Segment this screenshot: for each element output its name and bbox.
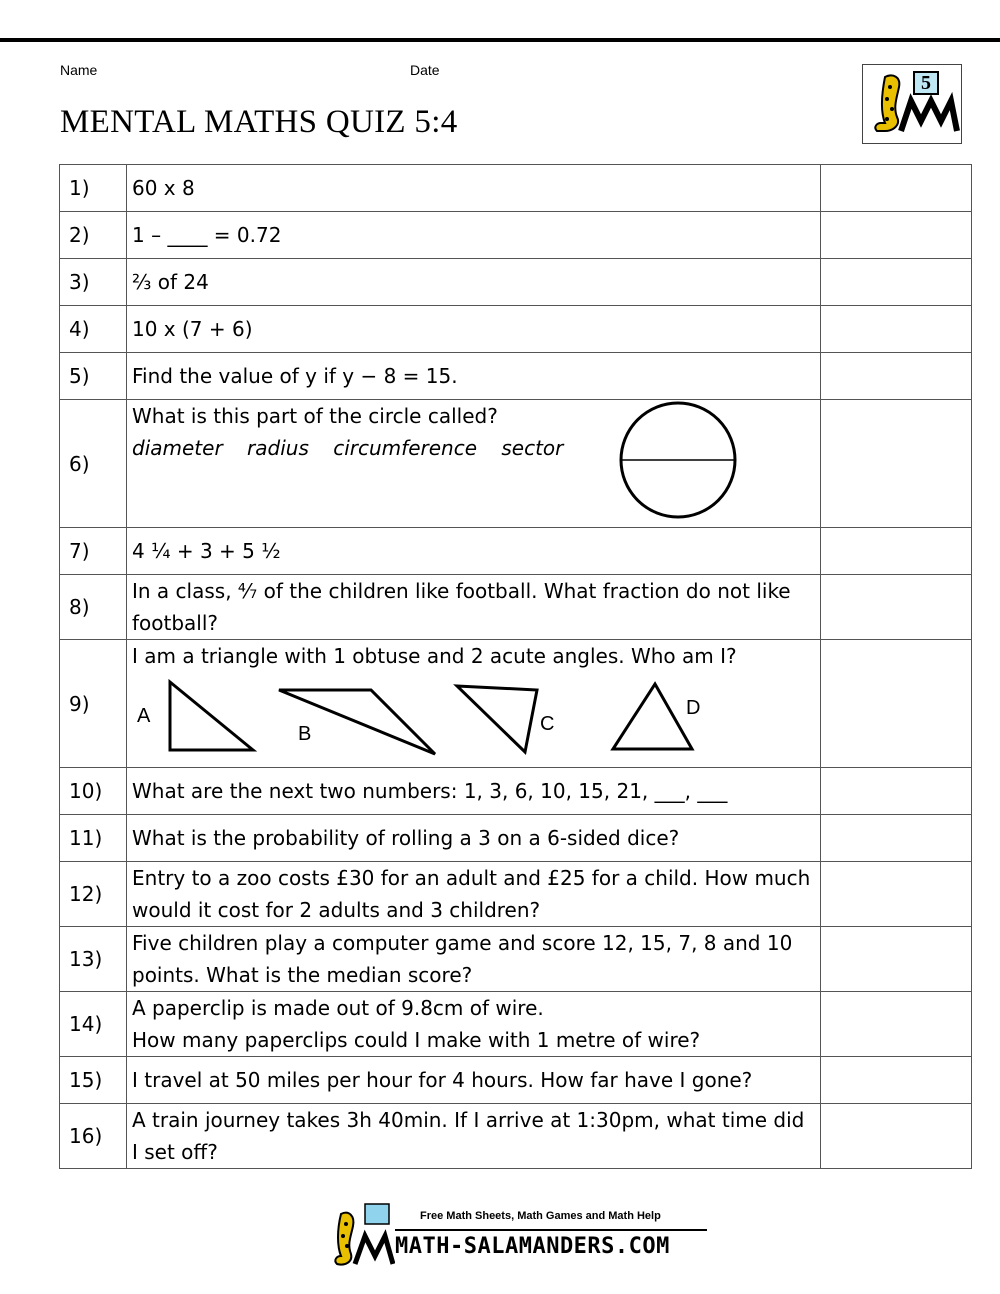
question-number: 5) <box>60 353 127 400</box>
option-list <box>132 432 581 464</box>
question-text: ⅔ of 24 <box>127 259 821 306</box>
answer-box[interactable] <box>821 528 972 575</box>
question-number: 13) <box>60 927 127 992</box>
triangle-icon <box>170 682 253 750</box>
question-number: 6) <box>60 400 127 528</box>
question-cell <box>127 400 821 528</box>
question-text: A train journey takes 3h 40min. If I arrive at 1:30pm, what time did I set off? <box>127 1104 821 1169</box>
question-text-line2: How many paperclips could I make with 1 metre of wire? <box>132 1028 701 1052</box>
question-number: 12) <box>60 862 127 927</box>
answer-box[interactable] <box>821 165 972 212</box>
question-number: 15) <box>60 1057 127 1104</box>
salamander-logo-icon <box>325 1200 395 1270</box>
top-rule <box>0 38 1000 42</box>
question-row <box>60 1057 972 1104</box>
question-number: 10) <box>60 768 127 815</box>
question-cell <box>127 640 821 768</box>
question-text: 4 ¼ + 3 + 5 ½ <box>127 528 821 575</box>
question-text: I am a triangle with 1 obtuse and 2 acute angles. Who am I? <box>132 644 737 668</box>
answer-box[interactable] <box>821 353 972 400</box>
question-text: I travel at 50 miles per hour for 4 hours. How far have I gone? <box>127 1057 821 1104</box>
question-row <box>60 528 972 575</box>
answer-box[interactable] <box>821 575 972 640</box>
answer-box[interactable] <box>821 1057 972 1104</box>
shape-label-d: D <box>686 697 701 719</box>
option-sector: sector <box>501 436 564 460</box>
question-number: 7) <box>60 528 127 575</box>
question-text: 60 x 8 <box>127 165 821 212</box>
question-number: 3) <box>60 259 127 306</box>
shape-label-c: C <box>540 713 555 735</box>
answer-box[interactable] <box>821 1104 972 1169</box>
question-row <box>60 259 972 306</box>
answer-box[interactable] <box>821 400 972 528</box>
shape-label-a: A <box>137 705 151 727</box>
footer-rule <box>395 1229 707 1231</box>
question-number: 8) <box>60 575 127 640</box>
option-radius: radius <box>247 436 309 460</box>
triangle-icon <box>613 684 692 749</box>
salamander-logo-icon <box>863 65 961 143</box>
question-row <box>60 1104 972 1169</box>
question-row <box>60 212 972 259</box>
question-row <box>60 353 972 400</box>
answer-box[interactable] <box>821 815 972 862</box>
question-number: 14) <box>60 992 127 1057</box>
question-text: What is this part of the circle called? <box>132 404 498 428</box>
question-text: Find the value of y if y − 8 = 15. <box>127 353 821 400</box>
circle-diagram-icon <box>618 400 742 524</box>
question-number: 4) <box>60 306 127 353</box>
question-row <box>60 862 972 927</box>
answer-box[interactable] <box>821 212 972 259</box>
question-text: What is the probability of rolling a 3 on a 6-sided dice? <box>127 815 821 862</box>
question-row <box>60 306 972 353</box>
footer-brand[interactable]: MATH-SALAMANDERS.COM <box>395 1234 670 1259</box>
grade-logo <box>862 64 962 144</box>
question-row <box>60 165 972 212</box>
answer-box[interactable] <box>821 306 972 353</box>
triangle-icon <box>457 686 537 752</box>
date-label: Date <box>410 62 440 78</box>
question-row <box>60 992 972 1057</box>
question-number: 9) <box>60 640 127 768</box>
question-row <box>60 815 972 862</box>
triangle-options-icon <box>127 672 827 764</box>
question-number: 11) <box>60 815 127 862</box>
shape-label-b: B <box>298 723 312 745</box>
footer-tagline: Free Math Sheets, Math Games and Math Help <box>420 1210 661 1222</box>
question-text: Five children play a computer game and score 12, 15, 7, 8 and 10 points. What is the median score? <box>127 927 821 992</box>
name-label: Name <box>60 62 98 78</box>
question-row <box>60 575 972 640</box>
question-row <box>60 768 972 815</box>
quiz-table <box>59 164 972 1169</box>
answer-box[interactable] <box>821 259 972 306</box>
question-text: In a class, ⁴⁄₇ of the children like football. What fraction do not like football? <box>127 575 821 640</box>
question-number: 1) <box>60 165 127 212</box>
page-title: MENTAL MATHS QUIZ 5:4 <box>60 104 458 140</box>
question-text: 1 – ____ = 0.72 <box>127 212 821 259</box>
answer-box[interactable] <box>821 862 972 927</box>
answer-box[interactable] <box>821 768 972 815</box>
question-text: Entry to a zoo costs £30 for an adult and £25 for a child. How much would it cost for 2 adults and 3 children? <box>127 862 821 927</box>
answer-box[interactable] <box>821 927 972 992</box>
answer-box[interactable] <box>821 992 972 1057</box>
question-number: 2) <box>60 212 127 259</box>
question-row <box>60 400 972 528</box>
question-cell <box>127 992 821 1057</box>
question-text: 10 x (7 + 6) <box>127 306 821 353</box>
grade-badge: 5 <box>913 71 939 95</box>
answer-box[interactable] <box>821 640 972 768</box>
option-circumference: circumference <box>333 436 477 460</box>
question-text: A paperclip is made out of 9.8cm of wire. <box>132 996 544 1020</box>
question-row <box>60 927 972 992</box>
question-text: What are the next two numbers: 1, 3, 6, 10, 15, 21, ___, ___ <box>127 768 821 815</box>
question-row <box>60 640 972 768</box>
option-diameter: diameter <box>132 436 223 460</box>
question-number: 16) <box>60 1104 127 1169</box>
